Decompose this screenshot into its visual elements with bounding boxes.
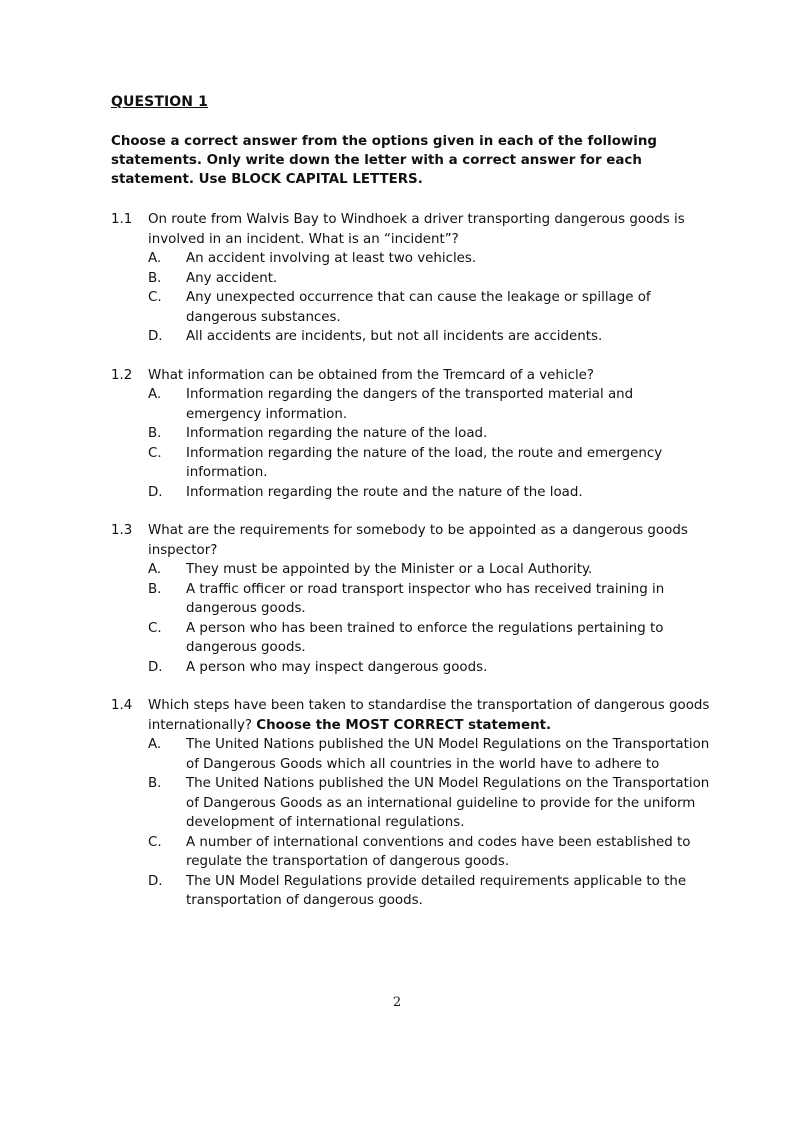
- option-text: The United Nations published the UN Model Regulations on the Transportation of Dangerous Goods which all countries in the world have to adhere to: [186, 737, 710, 772]
- option-list: [148, 249, 711, 347]
- option-list: [148, 560, 711, 677]
- option-item: [148, 249, 711, 269]
- question-item: [111, 210, 711, 347]
- option-text: Information regarding the nature of the load, the route and emergency information.: [186, 445, 663, 480]
- option-item: [148, 444, 711, 483]
- option-text: A traffic officer or road transport inspector who has received training in dangerous goods.: [186, 581, 665, 616]
- option-item: [148, 327, 711, 347]
- option-letter: A.: [148, 562, 162, 577]
- option-text: Information regarding the nature of the load.: [186, 426, 488, 441]
- option-text: Any unexpected occurrence that can cause the leakage or spillage of dangerous substances.: [186, 290, 651, 325]
- option-letter: B.: [148, 426, 162, 441]
- option-text: Information regarding the route and the nature of the load.: [186, 484, 583, 500]
- option-item: [148, 619, 711, 658]
- page-number: 2: [392, 995, 402, 1010]
- option-letter: C.: [148, 445, 162, 461]
- option-item: [148, 658, 711, 678]
- option-text: A number of international conventions and codes have been established to regulate the transportation of dangerous goods.: [186, 834, 691, 869]
- question-text: What information can be obtained from the Tremcard of a vehicle?: [148, 367, 595, 383]
- option-letter: D.: [148, 659, 163, 675]
- question-number: 1.1: [111, 212, 133, 227]
- option-list: [148, 735, 711, 911]
- option-letter: A.: [148, 251, 162, 266]
- option-item: [148, 385, 711, 424]
- option-letter: D.: [148, 484, 163, 500]
- question-number: 1.2: [111, 367, 133, 383]
- question-list: [111, 210, 711, 930]
- option-letter: C.: [148, 834, 162, 850]
- question-number: 1.4: [111, 698, 133, 713]
- question-item: [111, 366, 711, 503]
- option-text: Information regarding the dangers of the transported material and emergency information.: [186, 387, 634, 422]
- option-text: Any accident.: [186, 270, 278, 286]
- option-item: [148, 424, 711, 444]
- option-item: [148, 269, 711, 289]
- question-number: 1.3: [111, 523, 133, 538]
- option-letter: B.: [148, 581, 162, 597]
- option-letter: C.: [148, 290, 162, 305]
- option-text: The United Nations published the UN Model Regulations on the Transportation of Dangerous Goods as an international guideline to provide for the uniform development of international regulations.: [186, 776, 710, 830]
- option-item: [148, 735, 711, 774]
- option-text: A person who has been trained to enforce the regulations pertaining to dangerous goods.: [186, 620, 664, 655]
- question-text: On route from Walvis Bay to Windhoek a driver transporting dangerous goods is involved in an incident. What is an “incident”?: [148, 212, 685, 247]
- option-text: All accidents are incidents, but not all incidents are accidents.: [186, 329, 603, 344]
- question-heading: QUESTION 1: [111, 94, 208, 110]
- option-letter: D.: [148, 873, 163, 889]
- option-text: The UN Model Regulations provide detailed requirements applicable to the transportation of dangerous goods.: [186, 873, 687, 908]
- option-text: They must be appointed by the Minister or a Local Authority.: [186, 562, 593, 577]
- instructions-text: Choose a correct answer from the options given in each of the following statements. Only write down the letter with a correct answer for each statement. Use BLOCK CAPITAL LETTERS.: [111, 134, 657, 187]
- option-letter: A.: [148, 737, 162, 752]
- option-letter: B.: [148, 270, 162, 286]
- option-item: [148, 774, 711, 833]
- option-item: [148, 833, 711, 872]
- question-text: What are the requirements for somebody to be appointed as a dangerous goods inspector?: [148, 523, 688, 558]
- option-text: A person who may inspect dangerous goods.: [186, 659, 488, 675]
- option-item: [148, 560, 711, 580]
- option-letter: D.: [148, 329, 163, 344]
- option-item: [148, 580, 711, 619]
- option-letter: A.: [148, 387, 162, 402]
- option-letter: B.: [148, 776, 162, 791]
- option-item: [148, 288, 711, 327]
- option-item: [148, 483, 711, 503]
- question-text: Which steps have been taken to standardise the transportation of dangerous goods internationally? Choose the MOST CORRECT statement.: [148, 698, 710, 733]
- question-item: [111, 696, 711, 911]
- option-list: [148, 385, 711, 502]
- option-letter: C.: [148, 620, 162, 636]
- question-item: [111, 521, 711, 677]
- option-text: An accident involving at least two vehicles.: [186, 251, 477, 266]
- option-item: [148, 872, 711, 911]
- question-emphasis: Choose the MOST CORRECT statement.: [256, 717, 552, 733]
